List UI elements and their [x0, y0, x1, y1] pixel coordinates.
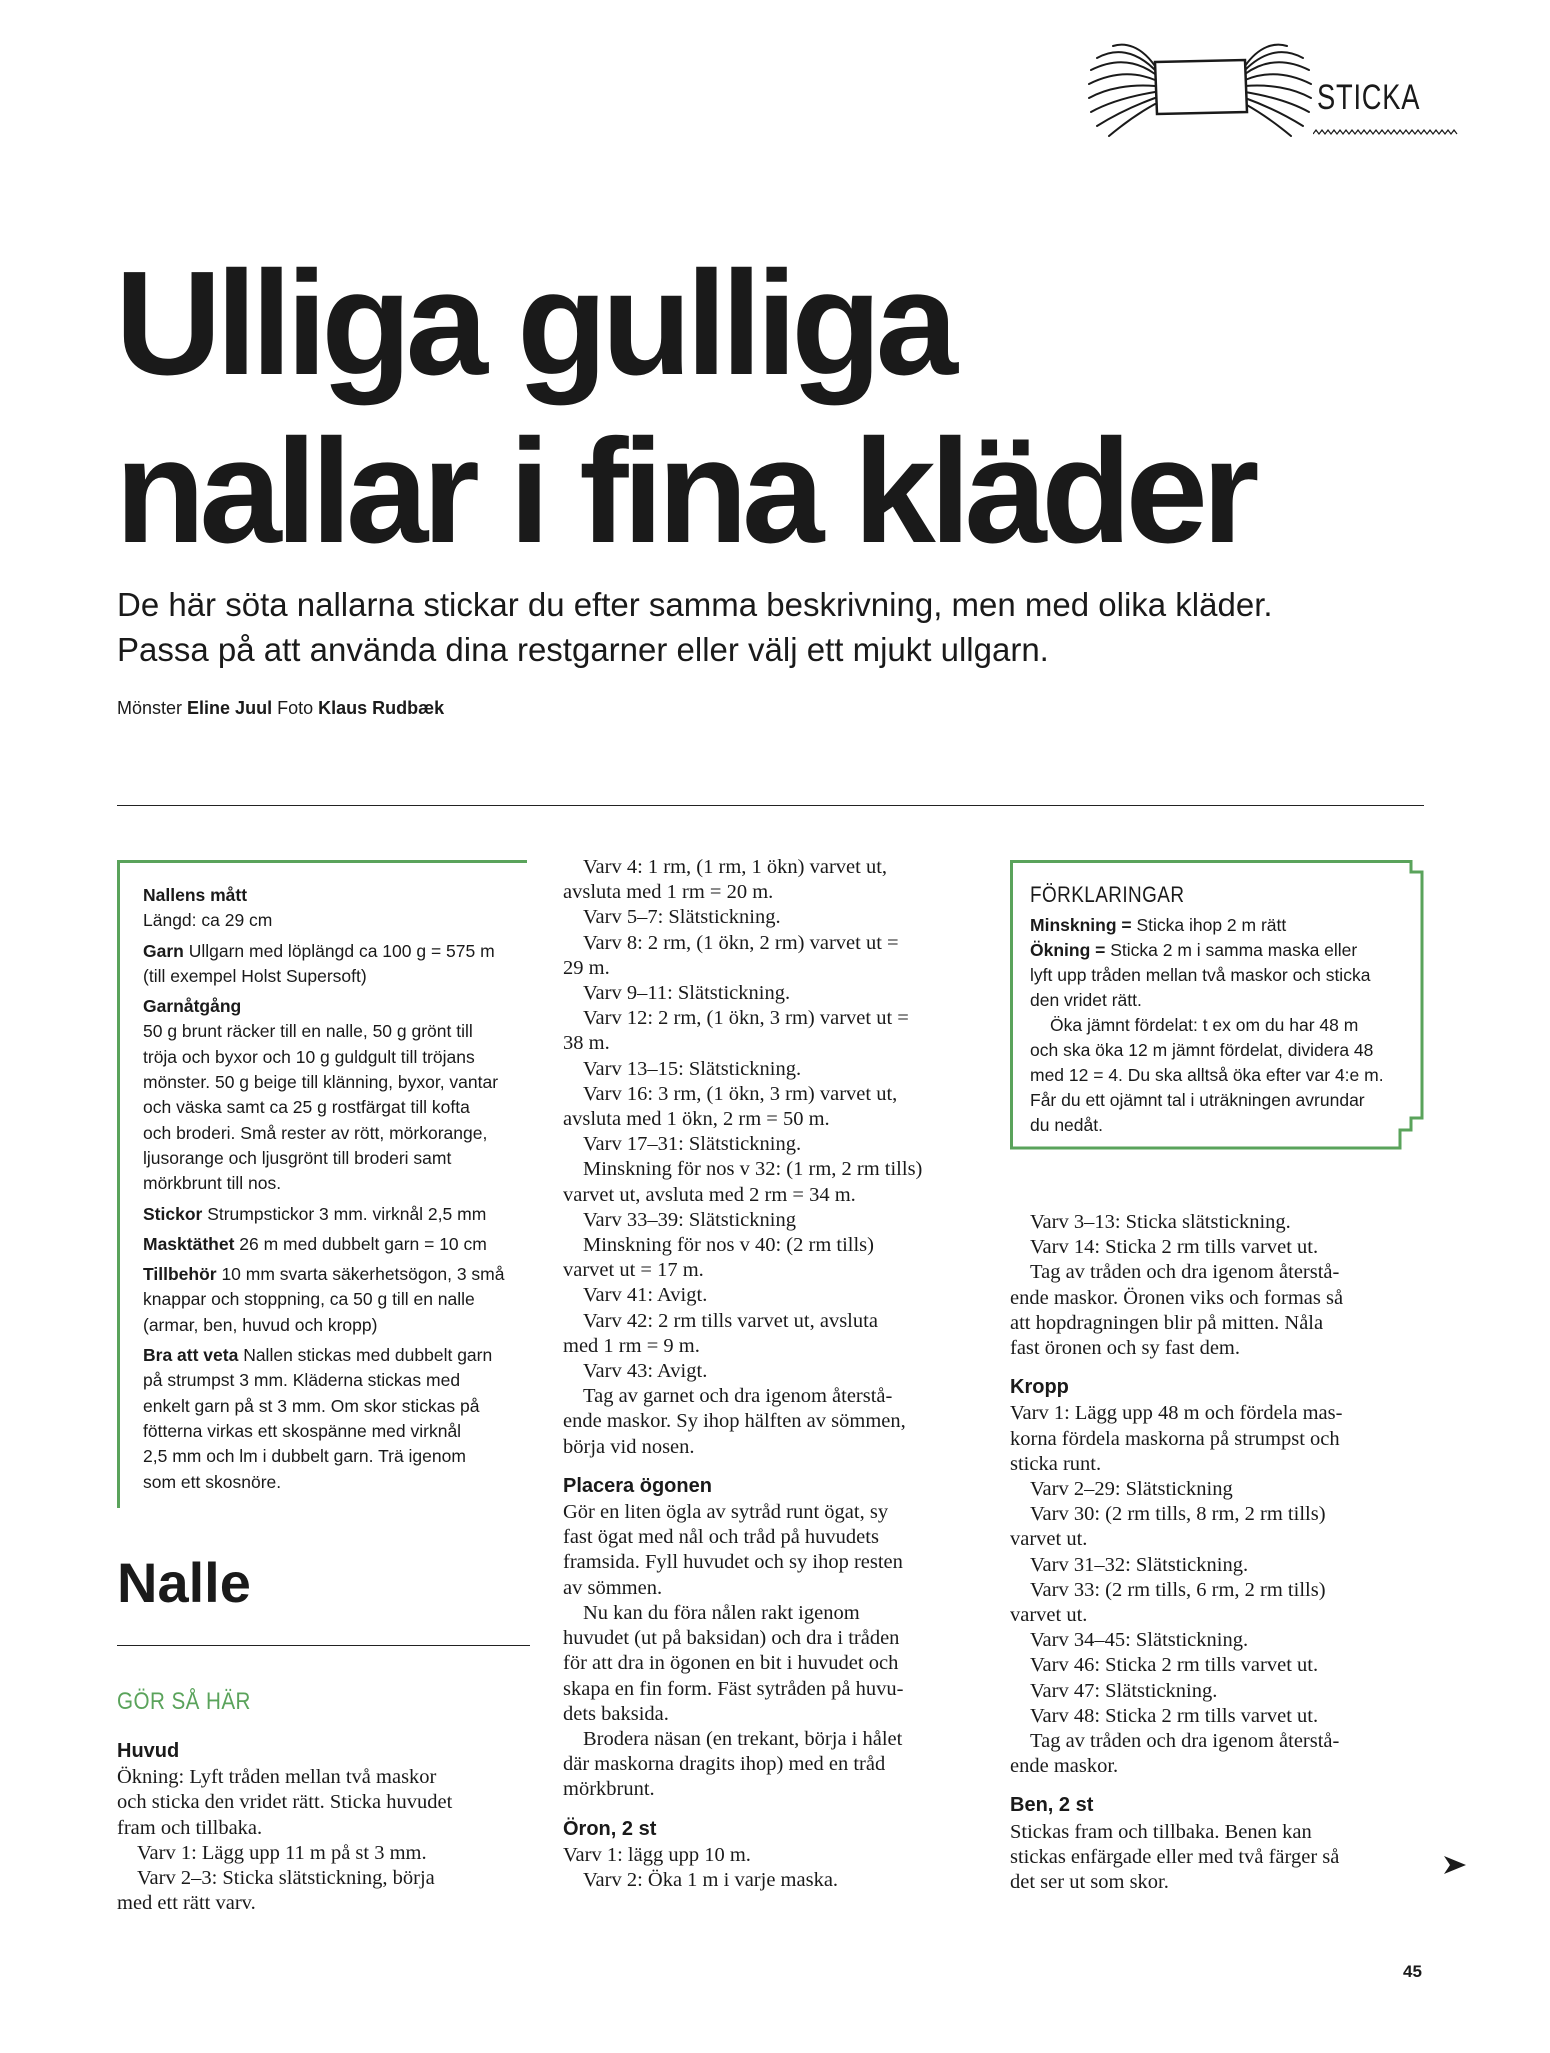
text-line: Varv 1: Lägg upp 48 m och fördela mas- [1010, 1402, 1343, 1425]
info-yarn [143, 939, 523, 990]
tips-line: fötterna virkas ett skospänne med virknål [143, 1420, 462, 1441]
text-line: att hopdragningen blir på mitten. Nåla [1010, 1311, 1324, 1334]
usage-line: mörkbrunt till nos. [143, 1173, 282, 1194]
info-needles [143, 1202, 523, 1227]
subheading: Öron, 2 st [563, 1817, 657, 1840]
usage-line: ljusorange och ljusgrönt till broderi samt [143, 1147, 452, 1168]
text-line: av sömmen. [563, 1576, 663, 1599]
info-gauge [143, 1232, 523, 1257]
explanation-line: du nedåt. [1030, 1115, 1103, 1135]
explanation-line: Får du ett ojämnt tal i uträkningen avrundar [1030, 1090, 1365, 1110]
text-line: Varv 4: 1 rm, (1 rm, 1 ökn) varvet ut, [583, 856, 888, 878]
pattern-label: Mönster [117, 698, 183, 718]
text-line: varvet ut. [1010, 1604, 1088, 1627]
page-number: 45 [1403, 1962, 1422, 1981]
usage-line: och broderi. Små rester av rött, mörkorange, [143, 1122, 488, 1143]
section-heading-nalle: Nalle [117, 1551, 251, 1614]
subheading: Placera ögonen [563, 1474, 712, 1497]
text-line: Varv 1: Lägg upp 11 m på st 3 mm. [137, 1841, 427, 1864]
notions-line: (armar, ben, huvud och kropp) [143, 1314, 378, 1335]
intro-line-1: De här söta nallarna stickar du efter samma beskrivning, men med olika kläder. [117, 586, 1273, 623]
text-line: huvudet (ut på baksidan) och dra i tråden [563, 1627, 900, 1650]
text-line: Varv 9–11: Slätstickning. [583, 982, 791, 1005]
text-line: med ett rätt varv. [117, 1892, 256, 1915]
text-line: Gör en liten ögla av sytråd runt ögat, sy [563, 1501, 889, 1524]
text-line: korna fördela maskorna på strumpst och [1010, 1427, 1340, 1450]
text-line: mörkbrunt. [563, 1778, 655, 1801]
usage-line: mönster. 50 g beige till klänning, byxor, vantar [143, 1072, 499, 1093]
tips-line: som ett skosnöre. [143, 1471, 282, 1492]
notions-line: knappar och stoppning, ca 50 g till en nalle [143, 1289, 475, 1310]
section-label: STICKA [1317, 78, 1421, 117]
text-line: Tag av garnet och dra igenom återstå- [583, 1385, 893, 1408]
text-line: 29 m. [563, 956, 610, 979]
explanation-line: Öka jämnt fördelat: t ex om du har 48 m [1050, 1015, 1359, 1035]
text-line: varvet ut = 17 m. [563, 1259, 704, 1282]
text-line: Varv 34–45: Slätstickning. [1030, 1629, 1249, 1652]
text-line: framsida. Fyll huvudet och sy ihop resten [563, 1551, 903, 1574]
text-line: Varv 12: 2 rm, (1 ökn, 3 rm) varvet ut = [583, 1007, 909, 1030]
text-line: avsluta med 1 ökn, 2 rm = 50 m. [563, 1108, 830, 1131]
text-line: skapa en fin form. Fäst sytråden på huvu- [563, 1677, 904, 1700]
text-line: Tag av tråden och dra igenom återstå- [1030, 1730, 1340, 1753]
text-line: Varv 41: Avigt. [583, 1284, 708, 1307]
usage-line: tröja och byxor och 10 g guldgult till tröjans [143, 1046, 475, 1067]
text-line: stickas enfärgade eller med två färger så [1010, 1845, 1340, 1868]
page-title [115, 240, 1254, 576]
yarn-value-2: (till exempel Holst Supersoft) [143, 965, 367, 986]
needles-label: Stickor [143, 1203, 203, 1224]
explanation-line: och ska öka 12 m jämnt fördelat, dividera 48 [1030, 1040, 1374, 1060]
text-line: ende maskor. [1010, 1755, 1119, 1778]
tips-line: enkelt garn på st 3 mm. Om skor stickas på [143, 1395, 480, 1416]
text-line: fast öronen och sy fast dem. [1010, 1337, 1240, 1360]
text-line: dets baksida. [563, 1702, 669, 1725]
text-line: Varv 47: Slätstickning. [1030, 1679, 1218, 1702]
explanation-line: lyft upp tråden mellan två maskor och sticka [1030, 965, 1371, 985]
text-line: Varv 3–13: Sticka slätstickning. [1030, 1211, 1291, 1233]
text-line: ende maskor. Sy ihop hälften av sömmen, [563, 1410, 906, 1433]
credits [117, 698, 444, 719]
size-value: Längd: ca 29 cm [143, 910, 273, 931]
info-notions [143, 1262, 523, 1338]
needles-value: Strumpstickor 3 mm. virknål 2,5 mm [202, 1203, 487, 1224]
divider [117, 1645, 530, 1646]
text-line: ende maskor. Öronen viks och formas så [1010, 1286, 1344, 1309]
decrease-value: Sticka ihop 2 m rätt [1131, 915, 1287, 935]
text-line: Varv 31–32: Slätstickning. [1030, 1553, 1249, 1576]
yarn-value: Ullgarn med löplängd ca 100 g = 575 m [183, 940, 495, 961]
text-line: Stickas fram och tillbaka. Benen kan [1010, 1820, 1312, 1843]
pattern-author: Eline Juul [187, 698, 273, 718]
text-line: Varv 30: (2 rm tills, 8 rm, 2 rm tills) [1030, 1503, 1326, 1526]
title-line-2: nallar i fina kläder [115, 409, 1254, 574]
text-line: och sticka den vridet rätt. Sticka huvudet [117, 1791, 453, 1814]
increase-label: Ökning = [1030, 940, 1106, 960]
next-page-arrow-icon [1444, 1856, 1466, 1874]
text-line: börja vid nosen. [563, 1435, 695, 1458]
text-line: där maskorna dragits ihop) med en tråd [563, 1753, 886, 1776]
text-line: Varv 33: (2 rm tills, 6 rm, 2 rm tills) [1030, 1578, 1326, 1601]
gauge-value: 26 m med dubbelt garn = 10 cm [234, 1233, 487, 1254]
yarn-label: Garn [143, 940, 184, 961]
text-line: Varv 2: Öka 1 m i varje maska. [583, 1868, 839, 1891]
instructions-label: GÖR SÅ HÄR [117, 1688, 251, 1715]
title-line-1: Ulliga gulliga [115, 241, 952, 406]
text-line: Varv 48: Sticka 2 rm tills varvet ut. [1030, 1704, 1319, 1727]
usage-title: Garnåtgång [143, 996, 242, 1017]
text-line: Varv 42: 2 rm tills varvet ut, avsluta [583, 1309, 878, 1332]
text-line: sticka runt. [1010, 1452, 1102, 1475]
intro-line-2: Passa på att använda dina restgarner eller välj ett mjukt ullgarn. [117, 631, 1049, 668]
tips-line: 2,5 mm och lm i dubbelt garn. Trä igenom [143, 1446, 466, 1467]
text-column-left [117, 1739, 530, 1916]
text-line: Varv 46: Sticka 2 rm tills varvet ut. [1030, 1654, 1319, 1677]
info-box [143, 883, 523, 1500]
explanations-box [1030, 882, 1410, 1138]
text-line: Tag av tråden och dra igenom återstå- [1030, 1261, 1340, 1284]
text-line: Minskning för nos v 32: (1 rm, 2 rm tills) [583, 1158, 923, 1181]
text-line: Varv 33–39: Slätstickning [583, 1208, 796, 1231]
text-line: Varv 43: Avigt. [583, 1360, 708, 1383]
subheading: Ben, 2 st [1010, 1794, 1094, 1817]
tips-line: på strumpst 3 mm. Kläderna stickas med [143, 1370, 461, 1391]
text-line: 38 m. [563, 1032, 610, 1055]
decrease-label: Minskning = [1030, 915, 1132, 935]
size-title: Nallens mått [143, 885, 248, 905]
divider [117, 805, 1424, 806]
text-line: Varv 13–15: Slätstickning. [583, 1057, 802, 1080]
usage-line: 50 g brunt räcker till en nalle, 50 g grönt till [143, 1021, 473, 1042]
text-line: fram och tillbaka. [117, 1816, 263, 1839]
explanations-title: FÖRKLARINGAR [1030, 882, 1185, 907]
text-line: Varv 17–31: Slätstickning. [583, 1133, 802, 1156]
yarn-skein-icon [1085, 40, 1315, 140]
info-usage [143, 994, 523, 1196]
info-tips [143, 1343, 523, 1495]
text-line: varvet ut. [1010, 1528, 1088, 1551]
photographer: Klaus Rudbæk [318, 698, 445, 718]
intro-text [117, 582, 1417, 672]
tips-label: Bra att veta [143, 1345, 239, 1366]
text-line: varvet ut, avsluta med 2 rm = 34 m. [563, 1183, 856, 1206]
text-line: Varv 16: 3 rm, (1 ökn, 3 rm) varvet ut, [583, 1082, 898, 1105]
text-line: Minskning för nos v 40: (2 rm tills) [583, 1234, 874, 1257]
info-size [143, 883, 523, 934]
section-header [1085, 40, 1460, 140]
explanation-line: den vridet rätt. [1030, 990, 1142, 1010]
text-line: det ser ut som skor. [1010, 1871, 1169, 1894]
increase-value: Sticka 2 m i samma maska eller [1105, 940, 1358, 960]
text-line: fast ögat med nål och tråd på huvudets [563, 1526, 879, 1549]
text-column-middle [563, 855, 983, 1893]
text-line: Brodera näsan (en trekant, börja i hålet [583, 1727, 903, 1750]
notions-label: Tillbehör [143, 1264, 217, 1285]
subheading: Kropp [1010, 1376, 1069, 1399]
text-line: Varv 1: lägg upp 10 m. [563, 1843, 751, 1866]
text-line: Nu kan du föra nålen rakt igenom [583, 1601, 860, 1624]
notions-value: 10 mm svarta säkerhetsögon, 3 små [216, 1264, 505, 1285]
explanation-line: med 12 = 4. Du ska alltså öka efter var 4:e m. [1030, 1065, 1384, 1085]
subheading: Huvud [117, 1740, 180, 1762]
gauge-label: Masktäthet [143, 1233, 235, 1254]
text-line: för att dra in ögonen en bit i huvudet och [563, 1652, 899, 1675]
text-line: Varv 14: Sticka 2 rm tills varvet ut. [1030, 1236, 1319, 1259]
tips-value: Nallen stickas med dubbelt garn [238, 1345, 493, 1366]
text-line: Varv 8: 2 rm, (1 ökn, 2 rm) varvet ut = [583, 931, 899, 954]
text-line: Varv 2–29: Slätstickning [1030, 1478, 1233, 1501]
decorative-zigzag-rule [1313, 128, 1459, 136]
text-line: med 1 rm = 9 m. [563, 1334, 700, 1357]
photo-label: Foto [277, 698, 314, 718]
text-line: Varv 5–7: Slätstickning. [583, 906, 781, 929]
text-line: Ökning: Lyft tråden mellan två maskor [117, 1766, 437, 1789]
text-column-right [1010, 1210, 1430, 1895]
text-line: Varv 2–3: Sticka slätstickning, börja [137, 1867, 435, 1890]
text-line: avsluta med 1 rm = 20 m. [563, 881, 774, 904]
usage-line: och väska samt ca 25 g rostfärgat till kofta [143, 1097, 470, 1118]
